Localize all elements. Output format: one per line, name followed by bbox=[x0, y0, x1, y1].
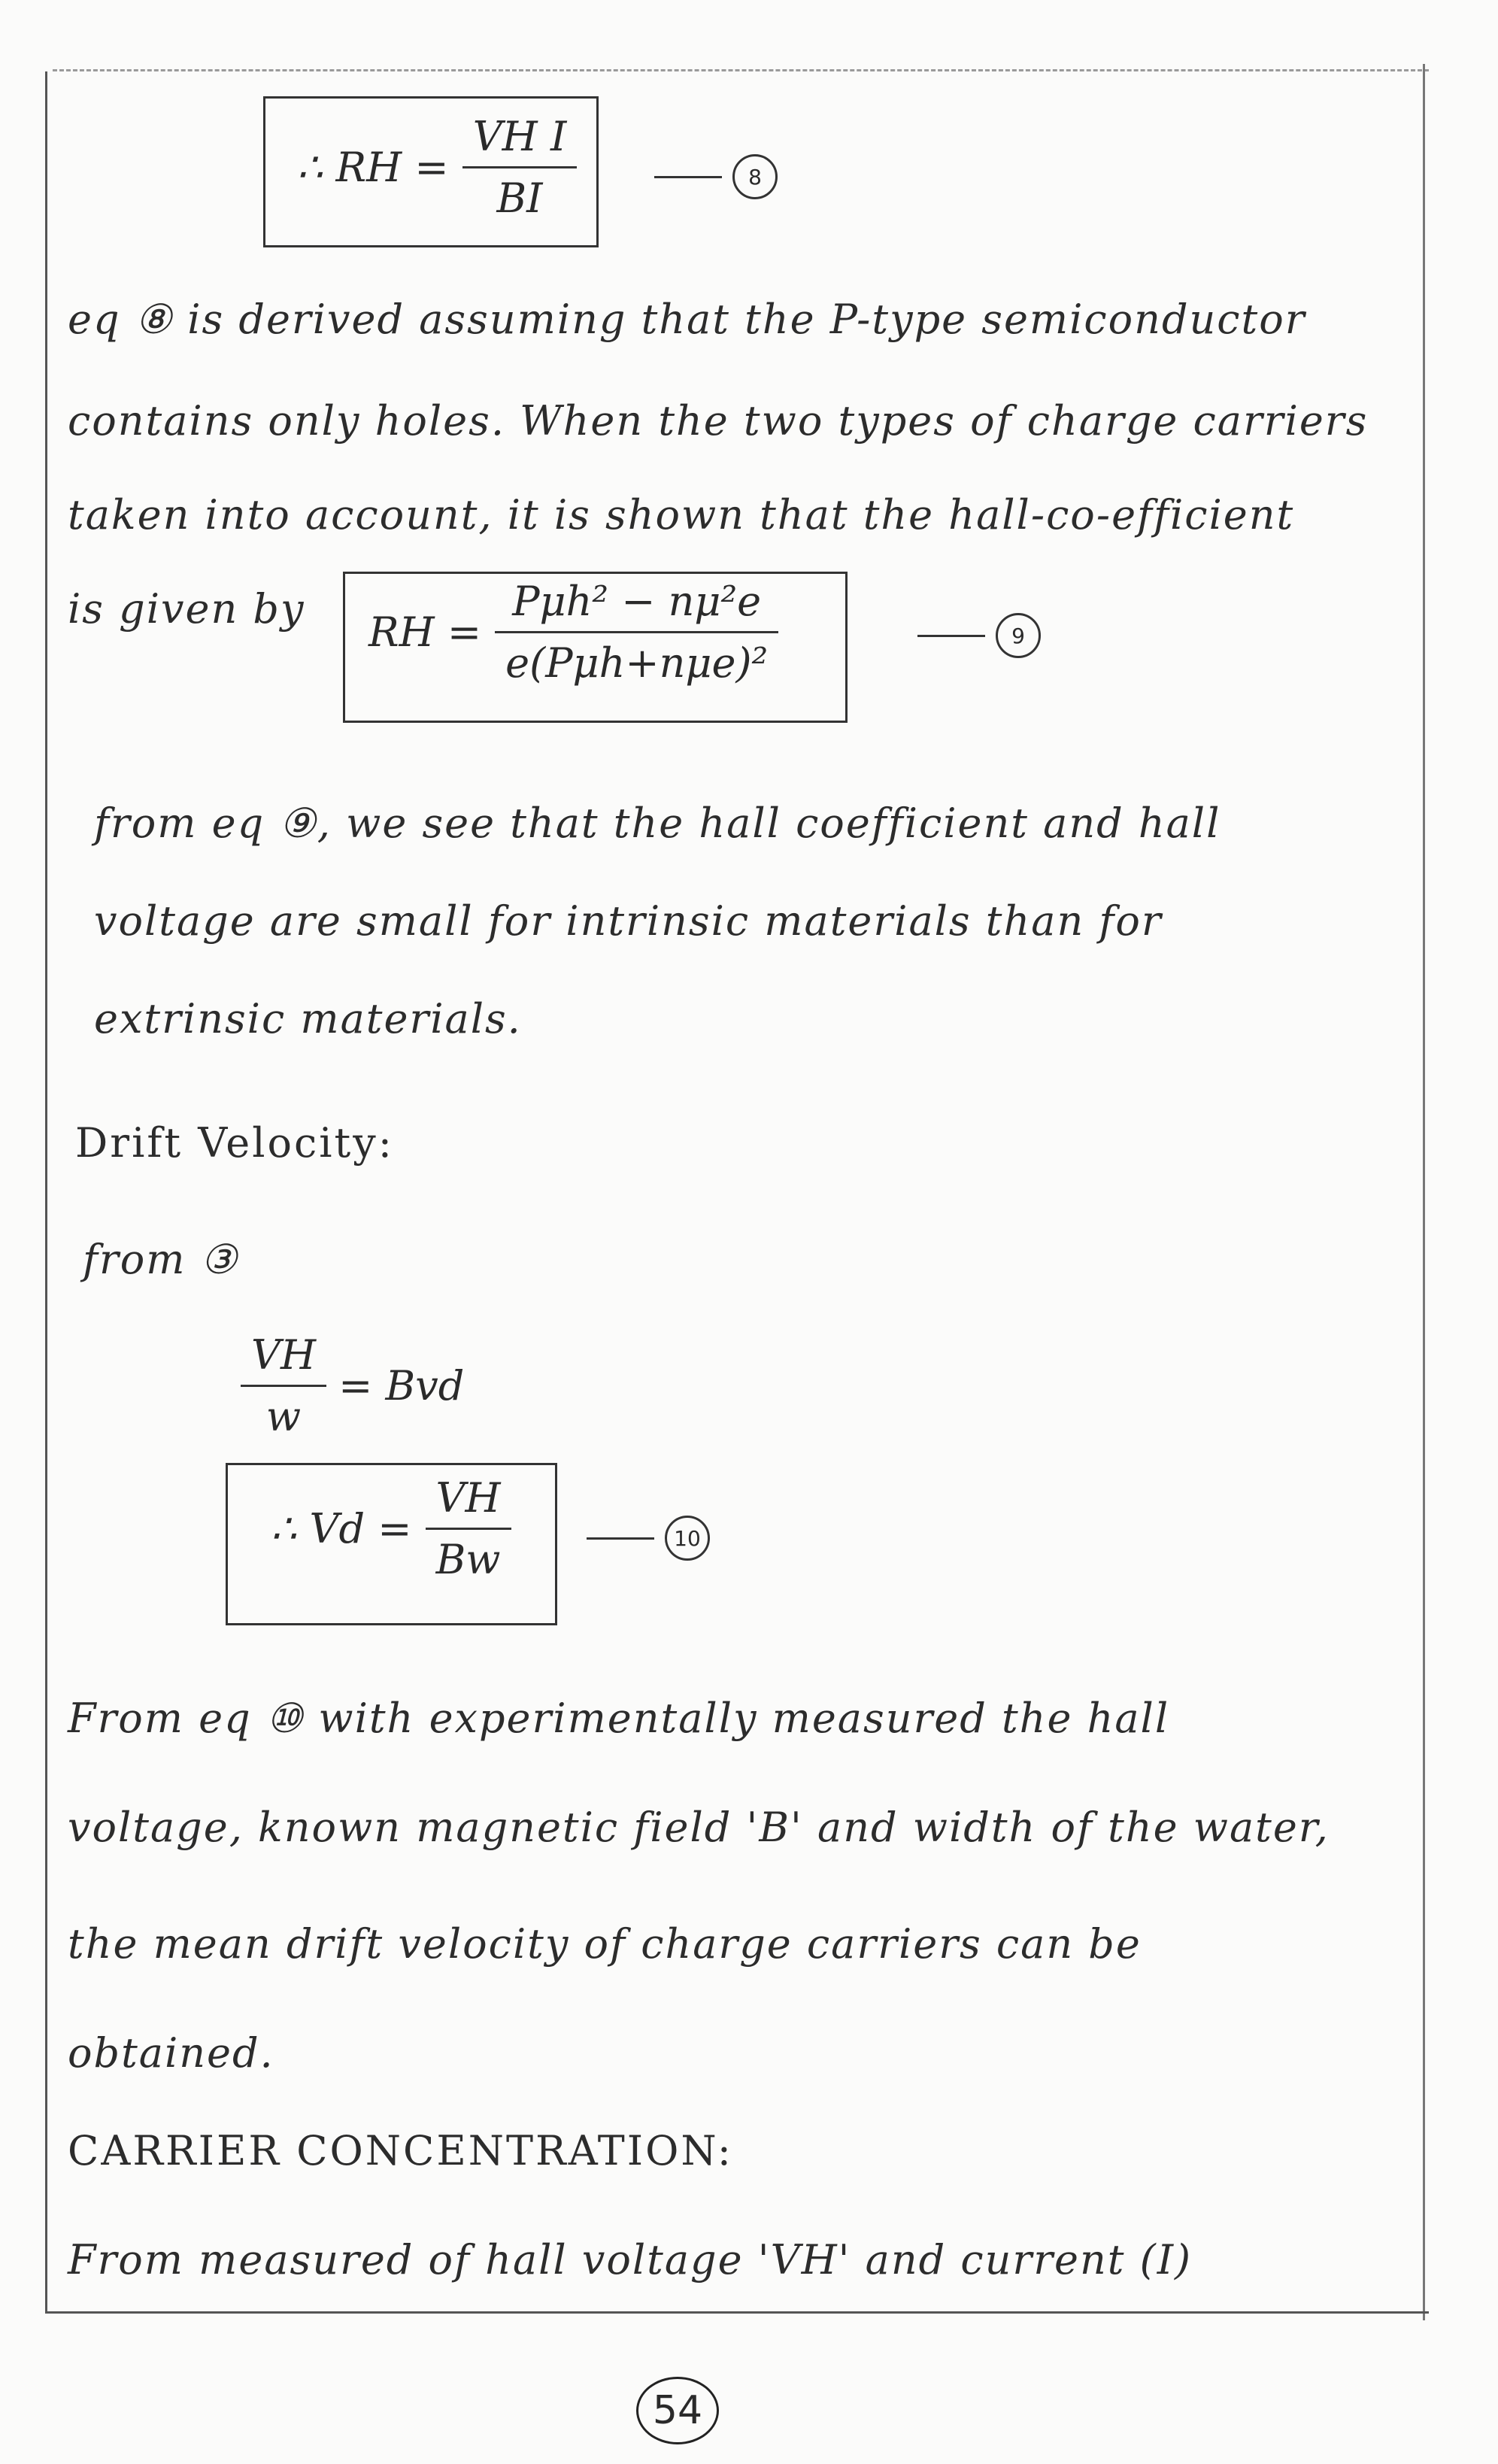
equation-10-number bbox=[587, 1516, 710, 1561]
equation-8-numerator: VH I bbox=[472, 113, 567, 160]
text-line: obtained. bbox=[68, 2029, 274, 2077]
text-line: from ③ bbox=[83, 1236, 239, 1283]
equation-9-numerator: Pμh² − nμ²e bbox=[512, 578, 762, 625]
fraction-bar bbox=[495, 631, 778, 633]
equation-vh bbox=[241, 1331, 464, 1440]
text-line: eq ⑧ is derived assuming that the P-type semiconductor bbox=[68, 296, 1306, 343]
text-line: From measured of hall voltage 'VH' and current (I) bbox=[68, 2236, 1193, 2283]
equation-8-denominator: BI bbox=[496, 174, 543, 222]
bottom-margin-line bbox=[45, 2311, 1429, 2314]
equation-10-lhs: ∴ Vd = bbox=[271, 1505, 412, 1552]
equation-vh-denominator: w bbox=[265, 1393, 302, 1440]
left-margin-line bbox=[45, 71, 47, 2313]
heading-carrier-concentration: CARRIER CONCENTRATION: bbox=[68, 2127, 733, 2174]
equation-10 bbox=[271, 1474, 511, 1583]
text-line: the mean drift velocity of charge carriers can be bbox=[68, 1920, 1142, 1968]
fraction-bar bbox=[426, 1528, 511, 1530]
text-line: From eq ⑩ with experimentally measured the hall bbox=[68, 1695, 1170, 1742]
page-number: 54 bbox=[636, 2377, 719, 2444]
fraction-bar bbox=[241, 1385, 326, 1387]
text-line: voltage are small for intrinsic materials than for bbox=[94, 897, 1163, 945]
equation-number-circle: 8 bbox=[732, 154, 778, 199]
right-margin-line bbox=[1423, 64, 1425, 2320]
equation-9-lhs: RH = bbox=[368, 608, 482, 656]
equation-8-number bbox=[654, 154, 778, 199]
text-line: contains only holes. When the two types of charge carriers bbox=[68, 397, 1369, 445]
text-line: extrinsic materials. bbox=[94, 995, 522, 1042]
equation-number-circle: 10 bbox=[665, 1516, 710, 1561]
text-line: from eq ⑨, we see that the hall coefficient and hall bbox=[94, 800, 1221, 847]
text-line: taken into account, it is shown that the hall-co-efficient bbox=[68, 491, 1295, 539]
equation-vh-numerator: VH bbox=[251, 1331, 317, 1379]
equation-8 bbox=[297, 113, 577, 222]
equation-9-number bbox=[917, 613, 1041, 658]
equation-vh-rhs: = Bvd bbox=[338, 1362, 465, 1410]
text-line: is given by bbox=[68, 585, 305, 633]
heading-drift-velocity: Drift Velocity: bbox=[75, 1119, 394, 1167]
equation-number-circle: 9 bbox=[996, 613, 1041, 658]
text-line: voltage, known magnetic field 'B' and width of the water, bbox=[68, 1804, 1330, 1851]
equation-9-denominator: e(Pμh+nμe)² bbox=[505, 639, 769, 687]
equation-9 bbox=[368, 578, 778, 687]
equation-10-numerator: VH bbox=[435, 1474, 501, 1522]
top-margin-line bbox=[53, 69, 1429, 71]
equation-8-lhs: ∴ RH = bbox=[297, 144, 449, 191]
fraction-bar bbox=[462, 166, 578, 168]
equation-10-denominator: Bw bbox=[435, 1536, 501, 1583]
